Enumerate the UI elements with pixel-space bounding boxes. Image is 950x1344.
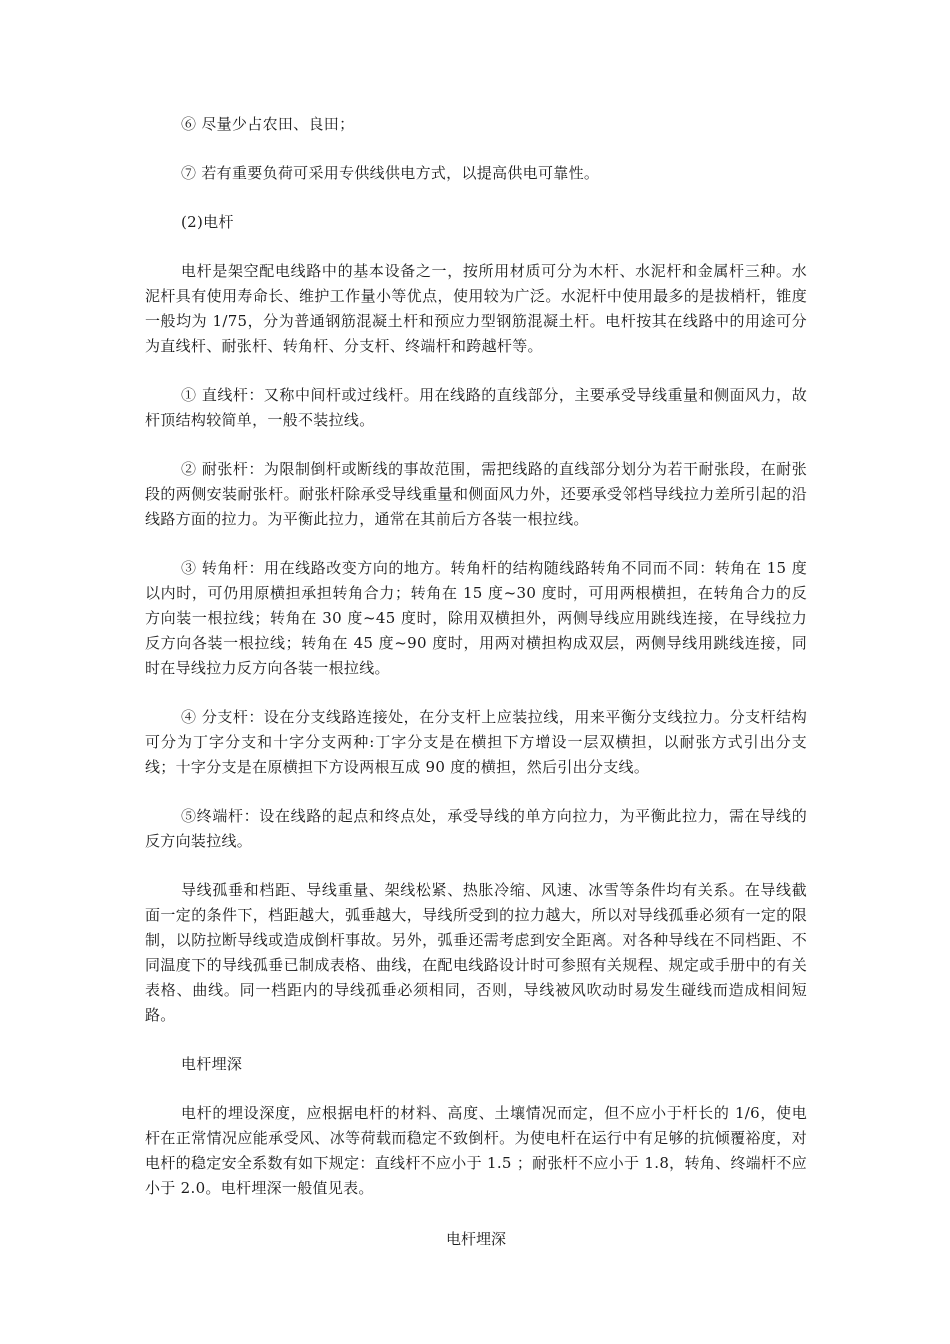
paragraph-tension-pole: ② 耐张杆：为限制倒杆或断线的事故范围，需把线路的直线部分划分为若干耐张段，在耐张段的两侧安装耐张杆。耐张杆除承受导线重量和侧面风力外，还要承受邻档导线拉力差所引起的沿线路方面的拉力。为平衡此拉力，通常在其前后方各装一根拉线。 xyxy=(145,460,807,528)
paragraph-branch-pole: ④ 分支杆：设在分支线路连接处，在分支杆上应装拉线，用来平衡分支线拉力。分支杆结构可分为丁字分支和十字分支两种:丁字分支是在横担下方增设一层双横担，以耐张方式引出分支线；十字分支是在原横担下方设两根互成 90 度的横担，然后引出分支线。 xyxy=(145,708,807,776)
section-heading-burial-depth: 电杆埋深 xyxy=(181,1055,243,1073)
paragraph-angle-pole: ③ 转角杆：用在线路改变方向的地方。转角杆的结构随线路转角不同而不同：转角在 15 度以内时，可仍用原横担承担转角合力；转角在 15 度~30 度时，可用两根横担，在转角合力的反方向装一根拉线；转角在 30 度~45 度时，除用双横担外，两侧导线应用跳线连接，在导线拉力反方向各装一根拉线；转角在 45 度~90 度时，用两对横担构成双层，两侧导线用跳线连接，同时在导线拉力反方向各装一根拉线。 xyxy=(145,559,807,677)
paragraph-sag: 导线孤垂和档距、导线重量、架线松紧、热胀冷缩、风速、冰雪等条件均有关系。在导线截面一定的条件下，档距越大，弧垂越大，导线所受到的拉力越大，所以对导线孤垂必须有一定的限制，以防拉断导线或造成倒杆事故。另外，弧垂还需考虑到安全距离。对各种导线在不同档距、不同温度下的导线孤垂已制成表格、曲线，在配电线路设计时可参照有关规程、规定或手册中的有关表格、曲线。同一档距内的导线孤垂必须相同，否则，导线被风吹动时易发生碰线而造成相间短路。 xyxy=(145,881,807,1024)
table-title: 电杆埋深 xyxy=(445,1230,506,1248)
paragraph-item-6: ⑥ 尽量少占农田、良田； xyxy=(181,115,355,133)
paragraph-straight-pole: ① 直线杆：又称中间杆或过线杆。用在线路的直线部分，主要承受导线重量和侧面风力，故杆顶结构较简单，一般不装拉线。 xyxy=(145,386,807,429)
paragraph-item-7: ⑦ 若有重要负荷可采用专供线供电方式，以提高供电可靠性。 xyxy=(181,164,600,182)
paragraph-terminal-pole: ⑤终端杆：设在线路的起点和终点处，承受导线的单方向拉力，为平衡此拉力，需在导线的反方向装拉线。 xyxy=(145,807,807,850)
document-body xyxy=(145,112,807,1252)
section-heading-pole: (2)电杆 xyxy=(181,213,234,231)
paragraph-pole-intro: 电杆是架空配电线路中的基本设备之一，按所用材质可分为木杆、水泥杆和金属杆三种。水泥杆具有使用寿命长、维护工作量小等优点，使用较为广泛。水泥杆中使用最多的是拔梢杆，锥度一般均为 1/75，分为普通钢筋混凝土杆和预应力型钢筋混凝土杆。电杆按其在线路中的用途可分为直线杆、耐张杆、转角杆、分支杆、终端杆和跨越杆等。 xyxy=(145,262,807,355)
paragraph-burial-depth: 电杆的埋设深度，应根据电杆的材料、高度、土壤情况而定，但不应小于杆长的 1/6，使电杆在正常情况应能承受风、冰等荷载而稳定不致倒杆。为使电杆在运行中有足够的抗倾覆裕度，对电杆的稳定安全系数有如下规定：直线杆不应小于 1.5 ；耐张杆不应小于 1.8，转角、终端杆不应小于 2.0。电杆埋深一般值见表。 xyxy=(145,1104,807,1197)
